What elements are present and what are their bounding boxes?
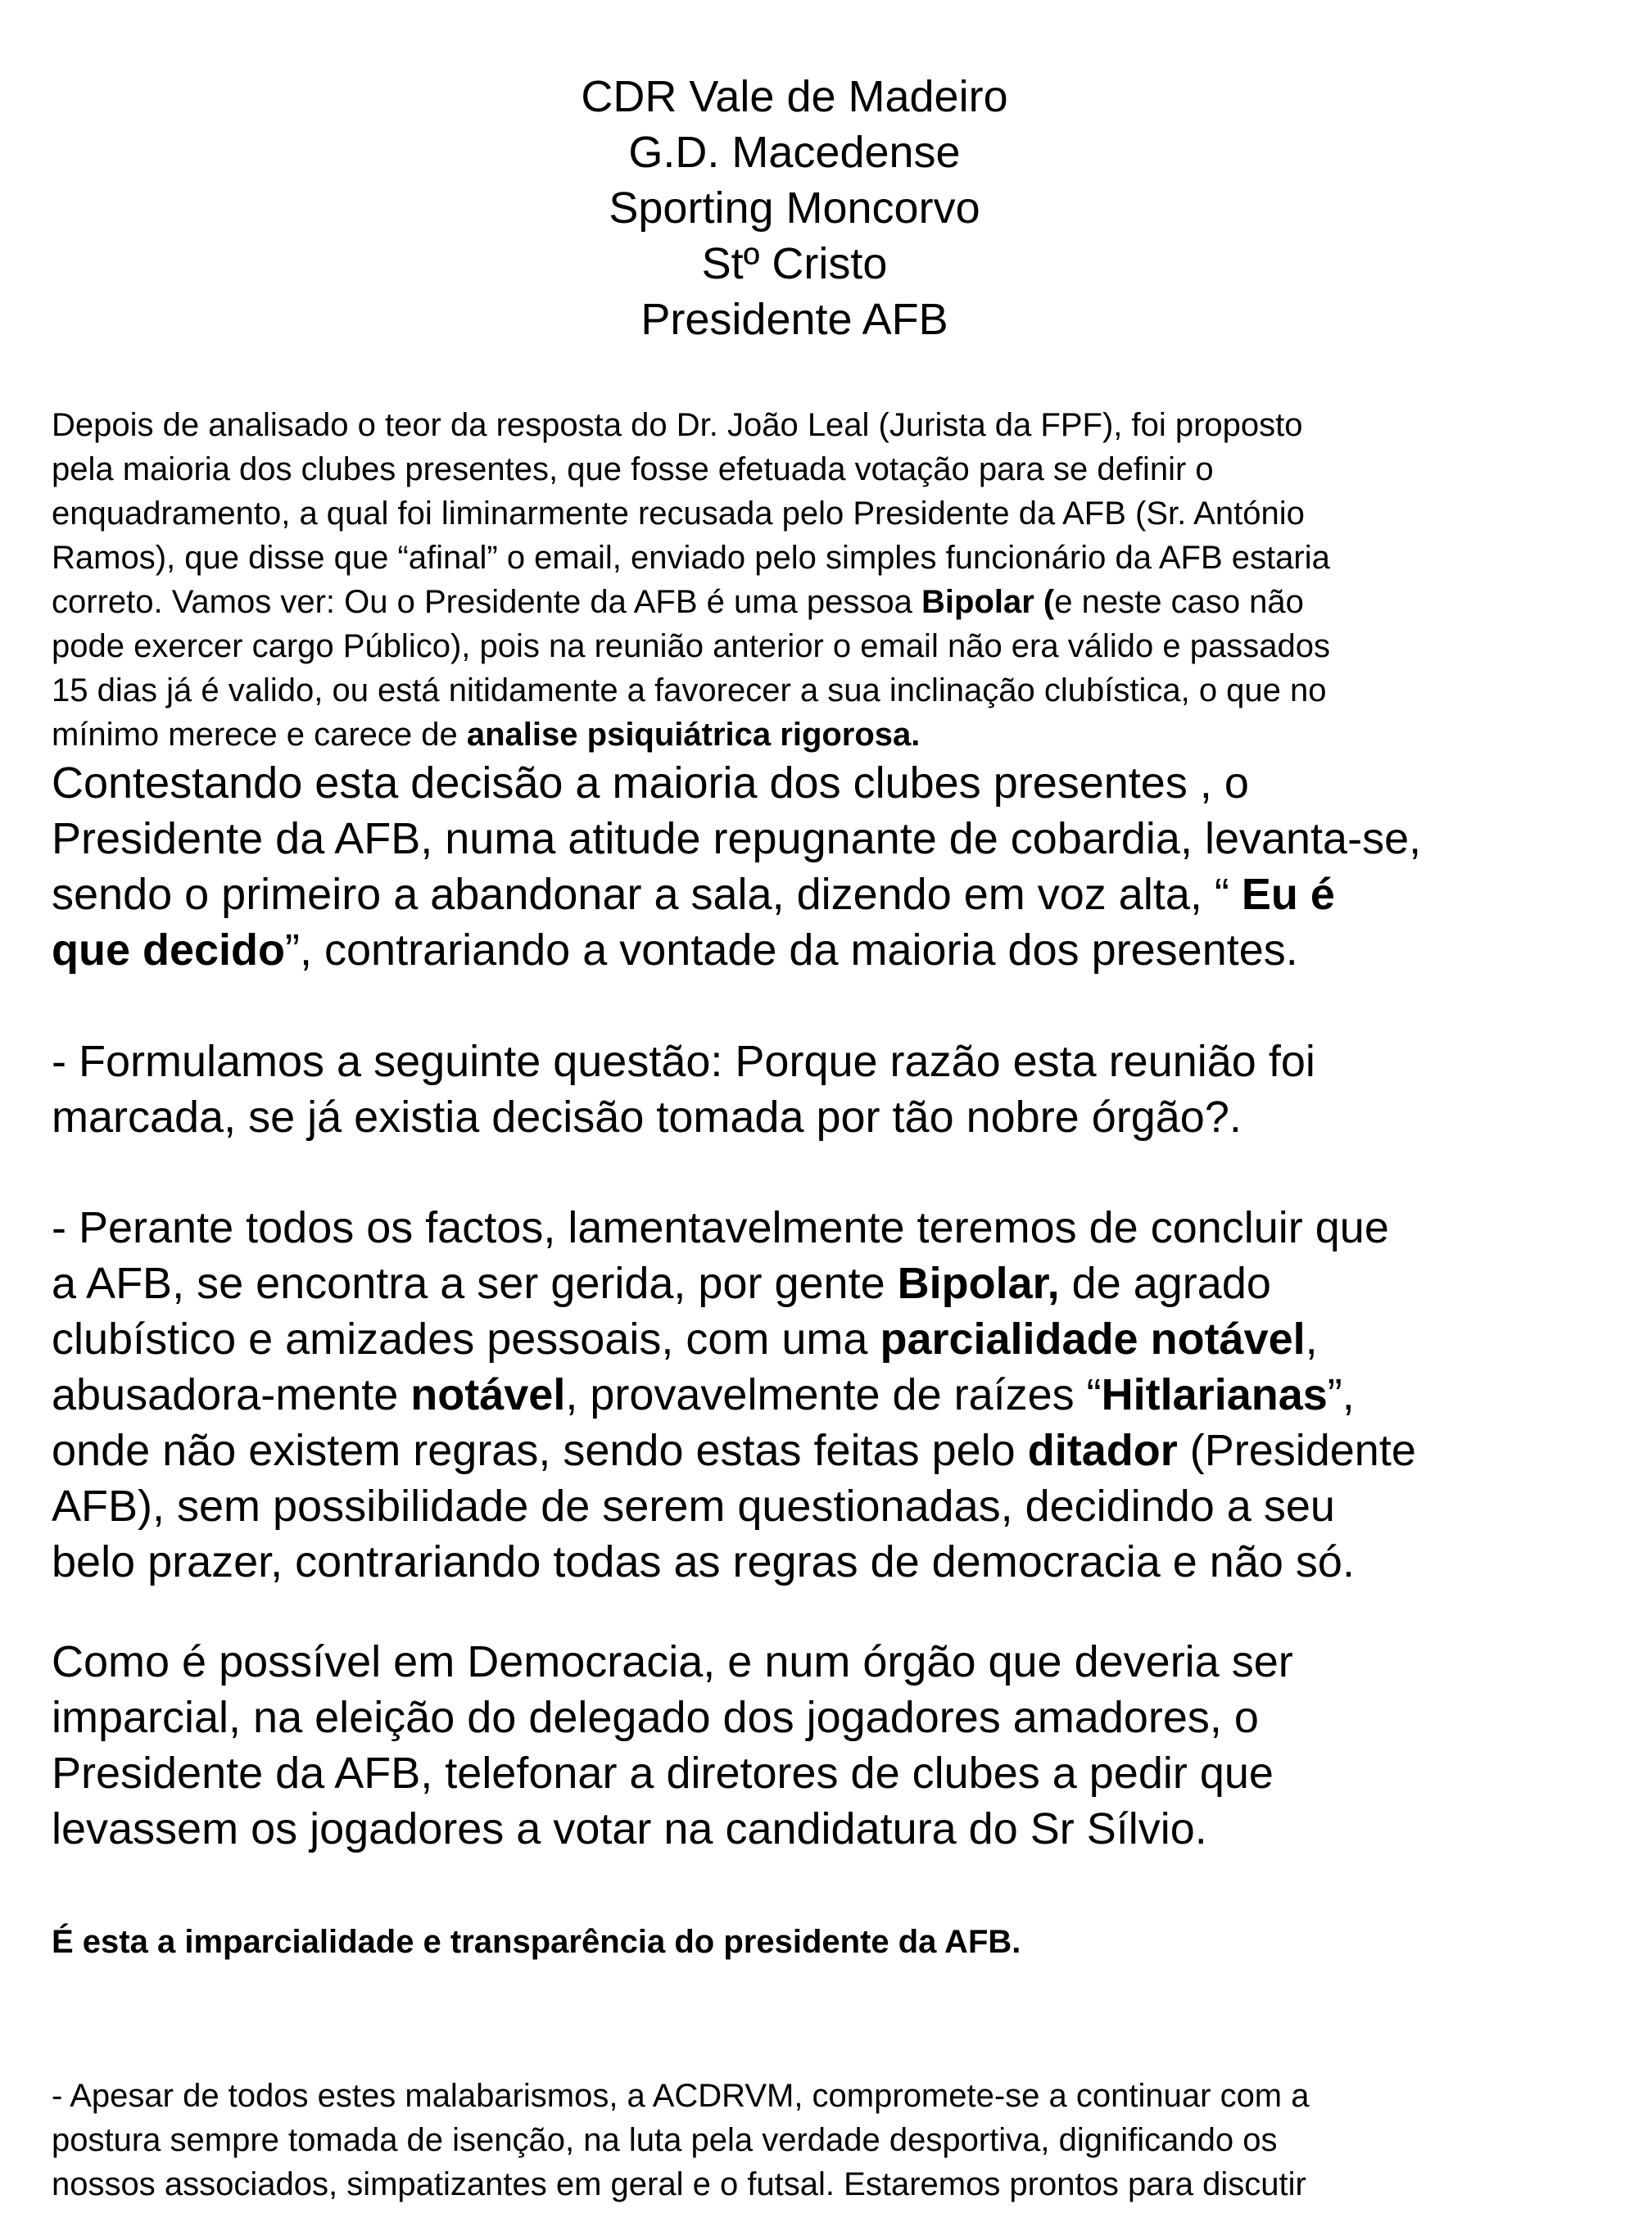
paragraph-analysis [52,403,1575,757]
bold-text: Hitlarianas [1101,1370,1328,1419]
text-line [52,1367,1608,1423]
bold-text: Eu é [1241,870,1335,919]
text-line: imparcial, na eleição do delegado dos jogadores amadores, o [52,1693,1259,1742]
bold-text: analise psiquiátrica rigorosa. [466,717,921,753]
text-span: clubístico e amizades pessoais, com uma [52,1315,880,1364]
paragraph-question [52,1034,1608,1145]
text-span: (Presidente [1177,1426,1416,1475]
text-line: Como é possível em Democracia, e num órgão que deveria ser [52,1637,1293,1686]
text-line: pode exercer cargo Público), pois na reunião anterior o email não era válido e passados [52,628,1330,664]
text-line: levassem os jogadores a votar na candidatura do Sr Sílvio. [52,1804,1207,1853]
text-span: e neste caso não [1054,584,1304,620]
text-span: a AFB, se encontra a ser gerida, por gente [52,1259,898,1308]
text-line: É esta a imparcialidade e transparência do presidente da AFB. [52,1924,1021,1960]
paragraph-statement [52,1920,1575,1964]
text-line [52,1311,1608,1367]
text-line: AFB), sem possibilidade de serem questionadas, decidindo a seu [52,1482,1335,1531]
text-line [52,922,1608,978]
text-span: de agrado [1059,1259,1271,1308]
bold-text: Bipolar, [897,1259,1060,1308]
paragraph-democracy [52,1634,1608,1857]
text-line: marcada, se já existia decisão tomada por tão nobre órgão?. [52,1093,1242,1142]
text-line: 15 dias já é valido, ou está nitidamente a favorecer a sua inclinação clubística, o que no [52,672,1327,708]
text-line: - Apesar de todos estes malabarismos, a ACDRVM, compromete-se a continuar com a [52,2078,1310,2114]
recipient-line: CDR Vale de Madeiro [581,72,1008,121]
text-line: belo prazer, contrariando todas as regras de democracia e não só. [52,1537,1355,1586]
text-line: Depois de analisado o teor da resposta do Dr. João Leal (Jurista da FPF), foi proposto [52,407,1303,443]
text-span: onde não existem regras, sendo estas feitas pelo [52,1426,1028,1475]
bold-text: que decido [52,925,286,975]
text-line: Presidente da AFB, telefonar a diretores de clubes a pedir que [52,1749,1274,1798]
text-line [52,1423,1608,1478]
recipient-line: Stº Cristo [701,239,888,288]
text-line [52,713,1575,757]
bold-text: notável [410,1370,566,1419]
bold-text: parcialidade notável [880,1315,1306,1364]
paragraph-contest [52,755,1608,978]
text-line: Contestando esta decisão a maioria dos clubes presentes , o [52,758,1249,808]
recipients-header [0,69,1589,347]
text-line [52,867,1608,922]
text-line: postura sempre tomada de isenção, na luta pela verdade desportiva, dignificando os [52,2122,1278,2158]
paragraph-commitment [52,2074,1575,2206]
bold-text: Bipolar ( [921,584,1055,620]
text-span: , provavelmente de raízes “ [565,1370,1102,1419]
text-line: nossos associados, simpatizantes em geral e o futsal. Estaremos prontos para discutir [52,2166,1306,2202]
text-span: ”, [1327,1370,1355,1419]
text-line: - Formulamos a seguinte questão: Porque razão esta reunião foi [52,1037,1315,1086]
paragraph-facts [52,1200,1608,1590]
text-line: Ramos), que disse que “afinal” o email, enviado pelo simples funcionário da AFB estaria [52,540,1330,576]
text-line [52,1256,1608,1311]
text-line: Presidente da AFB, numa atitude repugnante de cobardia, levanta-se, [52,814,1422,863]
recipient-line: Presidente AFB [640,295,948,344]
text-span: sendo o primeiro a abandonar a sala, dizendo em voz alta, “ [52,870,1242,919]
text-line: pela maioria dos clubes presentes, que fosse efetuada votação para se definir o [52,451,1214,487]
text-line: - Perante todos os factos, lamentavelmente teremos de concluir que [52,1203,1389,1252]
text-span: correto. Vamos ver: Ou o Presidente da AFB é uma pessoa [52,584,922,620]
text-span: abusadora-mente [52,1370,411,1419]
text-span: , [1305,1315,1318,1364]
text-span: mínimo merece e carece de [52,717,467,753]
recipient-line: G.D. Macedense [628,128,961,177]
recipient-line: Sporting Moncorvo [609,183,980,233]
bold-text: ditador [1027,1426,1178,1475]
text-span: ”, contrariando a vontade da maioria dos presentes. [285,925,1298,975]
text-line [52,580,1575,624]
text-line: enquadramento, a qual foi liminarmente recusada pelo Presidente da AFB (Sr. António [52,496,1305,532]
